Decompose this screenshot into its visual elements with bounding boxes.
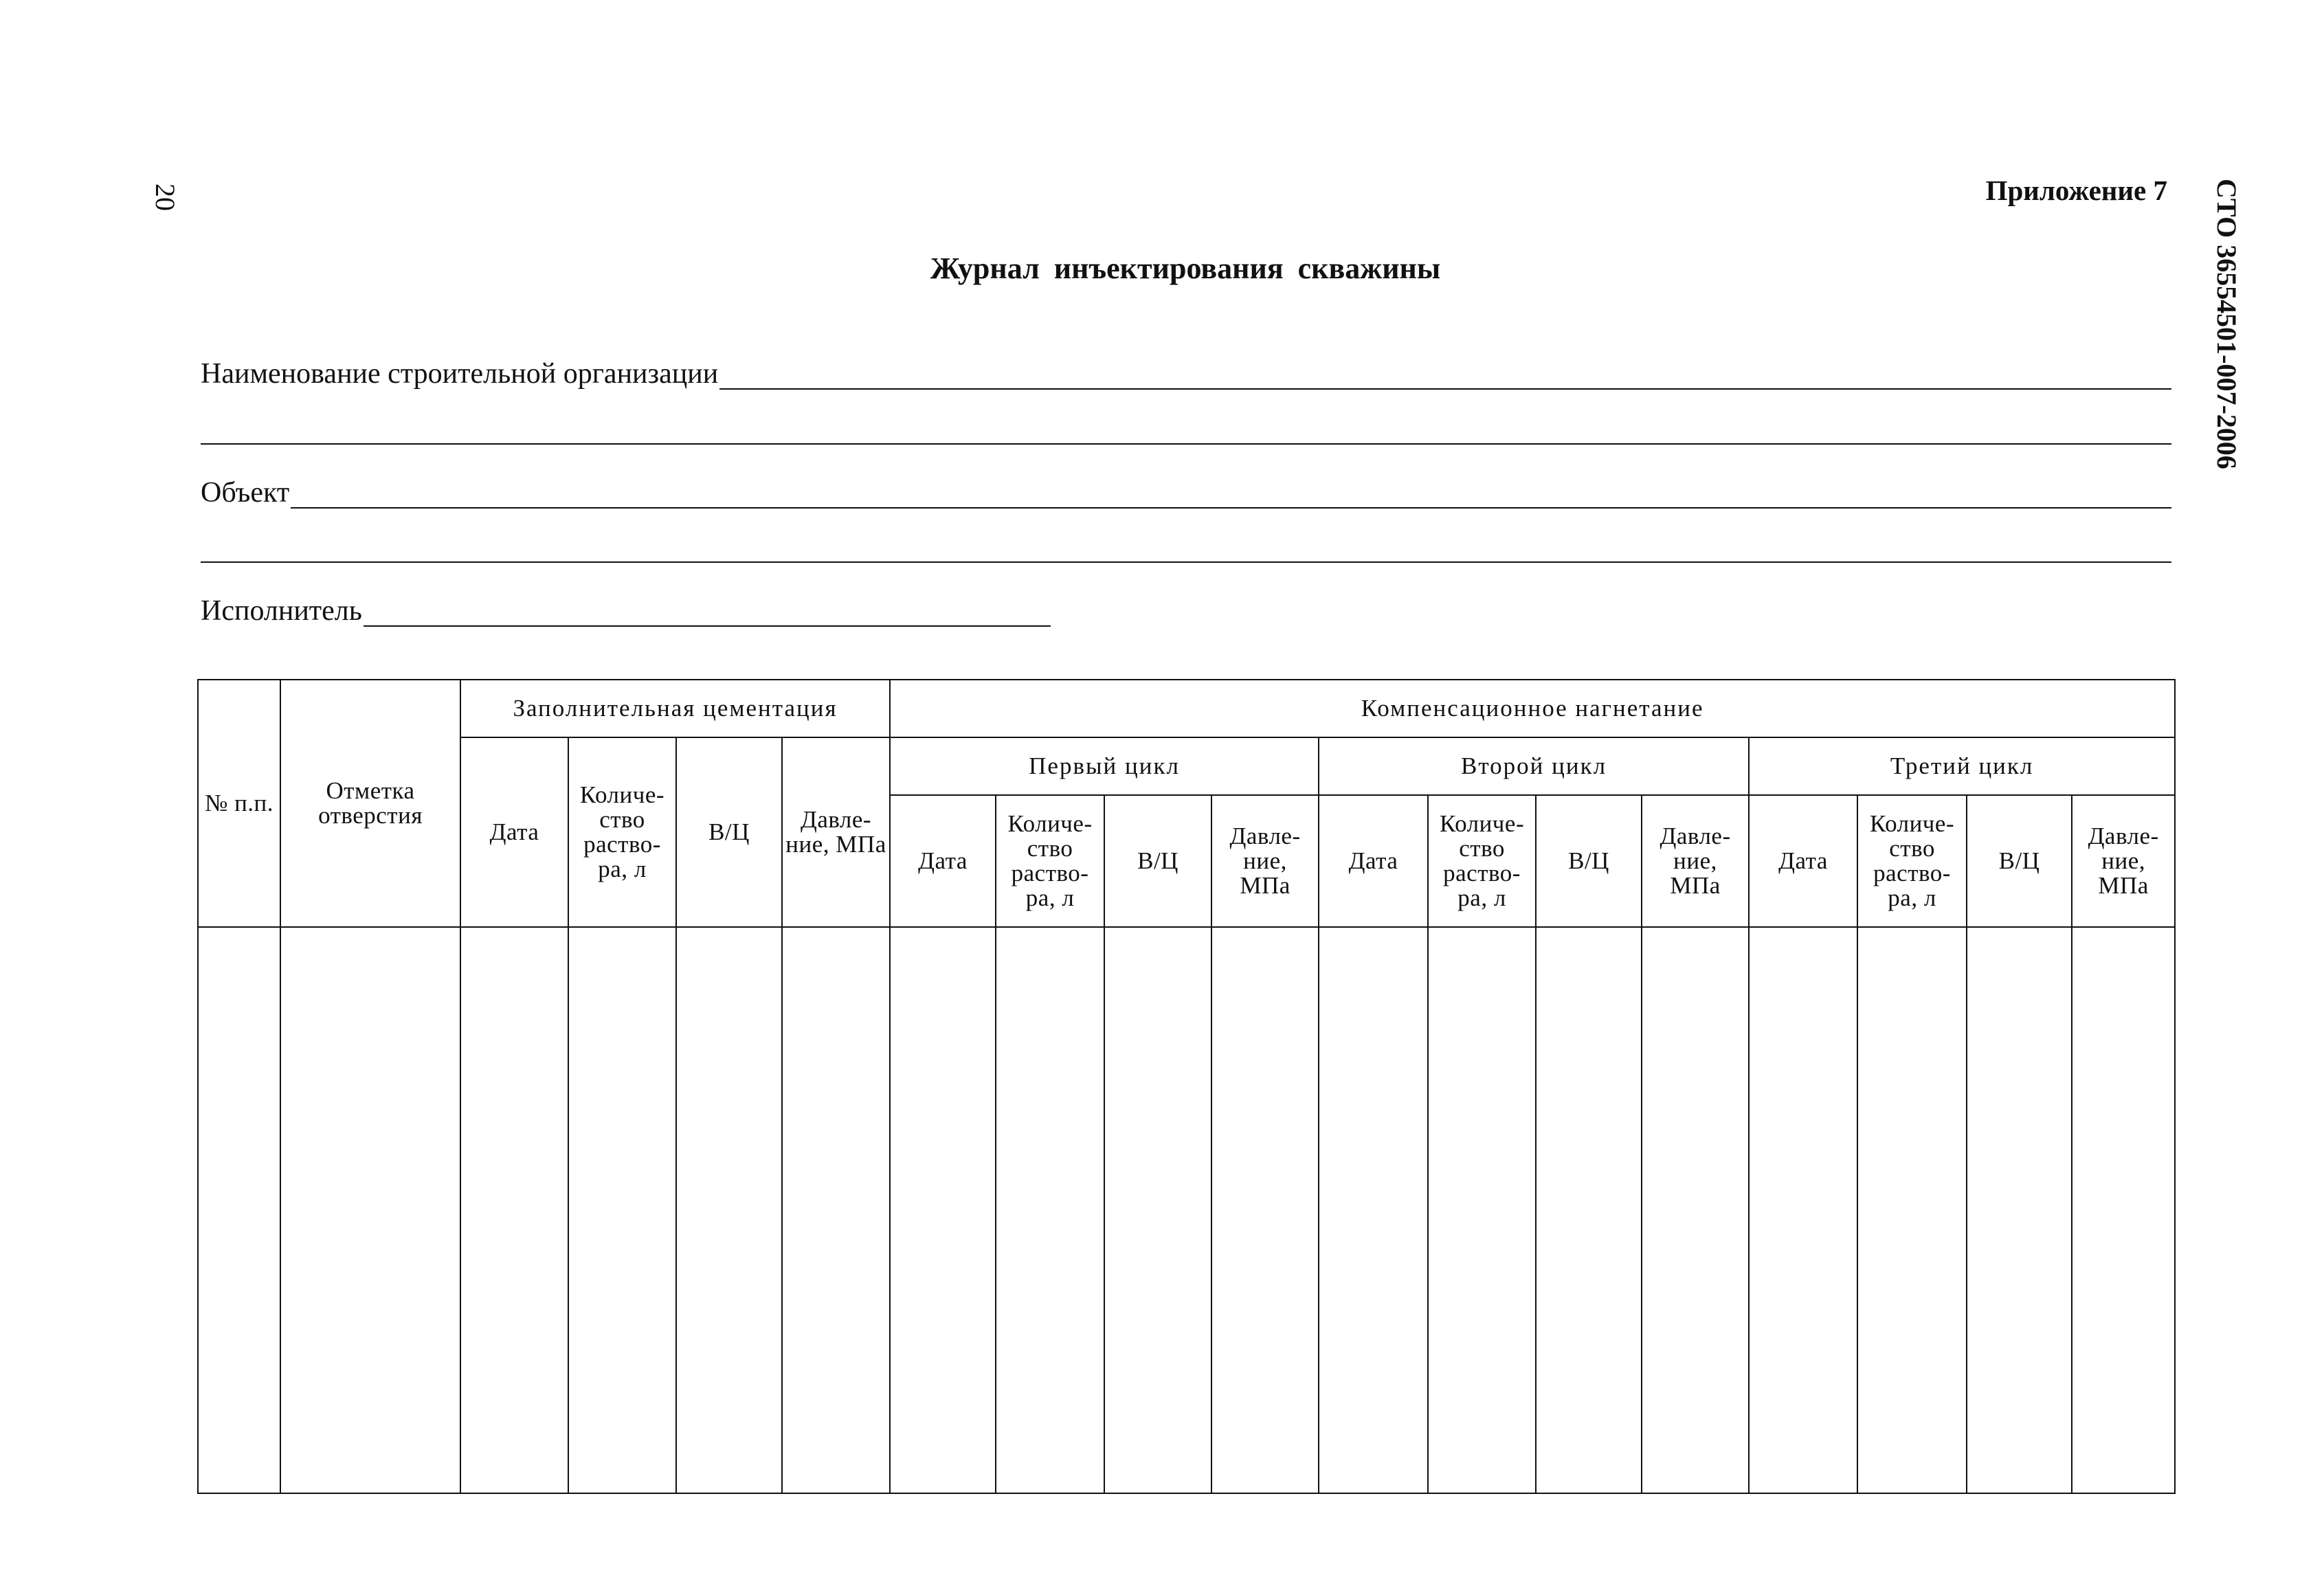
table-cell[interactable] <box>1536 927 1642 1493</box>
cycle-3-col-date: Дата <box>1749 795 1857 927</box>
cycle-3-col-quantity: Количе- ство раство- ра, л <box>1857 795 1967 927</box>
fill-col-wc: В/Ц <box>676 737 782 927</box>
organization-input-line[interactable] <box>719 358 2171 390</box>
table-cell[interactable] <box>1211 927 1319 1493</box>
cycle-1-col-quantity: Количе- ство раство- ра, л <box>996 795 1104 927</box>
group-header-fill-cementation: Заполнительная цементация <box>460 680 890 737</box>
organization-continuation-line[interactable] <box>201 443 2171 445</box>
table-cell[interactable] <box>1428 927 1536 1493</box>
cycle-2-col-quantity: Количе- ство раство- ра, л <box>1428 795 1536 927</box>
table-cell[interactable] <box>280 927 460 1493</box>
table-cell[interactable] <box>996 927 1104 1493</box>
object-continuation-line[interactable] <box>201 561 2171 563</box>
header-row-groups <box>198 680 2175 737</box>
executor-label: Исполнитель <box>201 595 362 627</box>
executor-input-line[interactable] <box>364 595 1051 627</box>
cycle-2-col-date: Дата <box>1319 795 1428 927</box>
object-input-line[interactable] <box>291 477 2171 509</box>
fill-col-quantity: Количе- ство раство- ра, л <box>568 737 676 927</box>
table-cell[interactable] <box>1967 927 2072 1493</box>
table-cell[interactable] <box>2072 927 2175 1493</box>
table-cell[interactable] <box>1857 927 1967 1493</box>
cycle-3-col-wc: В/Ц <box>1967 795 2072 927</box>
injection-journal-table <box>197 679 2176 1494</box>
cycle-3-col-pressure: Давле- ние, МПа <box>2072 795 2175 927</box>
header-row-cycles <box>198 737 2175 795</box>
table-cell[interactable] <box>676 927 782 1493</box>
cycle-2-col-wc: В/Ц <box>1536 795 1642 927</box>
table-cell[interactable] <box>782 927 890 1493</box>
cycle-2-header: Второй цикл <box>1319 737 1749 795</box>
appendix-label: Приложение 7 <box>1985 175 2167 206</box>
object-field[interactable] <box>201 473 2171 509</box>
table-cell[interactable] <box>1749 927 1857 1493</box>
table-cell[interactable] <box>1319 927 1428 1493</box>
table-cell[interactable] <box>1642 927 1749 1493</box>
fill-col-date: Дата <box>460 737 568 927</box>
object-label: Объект <box>201 477 290 509</box>
table-cell[interactable] <box>890 927 996 1493</box>
cycle-1-header: Первый цикл <box>890 737 1319 795</box>
table-cell[interactable] <box>568 927 676 1493</box>
table-cell[interactable] <box>460 927 568 1493</box>
cycle-1-col-pressure: Давле- ние, МПа <box>1211 795 1319 927</box>
organization-label: Наименование строительной организации <box>201 358 719 390</box>
fill-col-pressure: Давле- ние, МПа <box>782 737 890 927</box>
table-row <box>198 927 2175 1493</box>
organization-field[interactable] <box>201 354 2171 390</box>
cycle-1-col-wc: В/Ц <box>1104 795 1211 927</box>
table-cell[interactable] <box>1104 927 1211 1493</box>
group-header-compensation-injection: Компенсационное нагнетание <box>890 680 2175 737</box>
cycle-2-col-pressure: Давле- ние, МПа <box>1642 795 1749 927</box>
table-cell[interactable] <box>198 927 280 1493</box>
executor-field[interactable] <box>201 591 1051 627</box>
col-header-hole-mark: Отметка отверстия <box>280 680 460 927</box>
page-number: 20 <box>150 183 181 211</box>
col-header-number: № п.п. <box>198 680 280 927</box>
document-code: СТО 36554501-007-2006 <box>2211 179 2242 469</box>
journal-title: Журнал инъектирования скважины <box>930 252 1441 285</box>
cycle-3-header: Третий цикл <box>1749 737 2175 795</box>
cycle-1-col-date: Дата <box>890 795 996 927</box>
